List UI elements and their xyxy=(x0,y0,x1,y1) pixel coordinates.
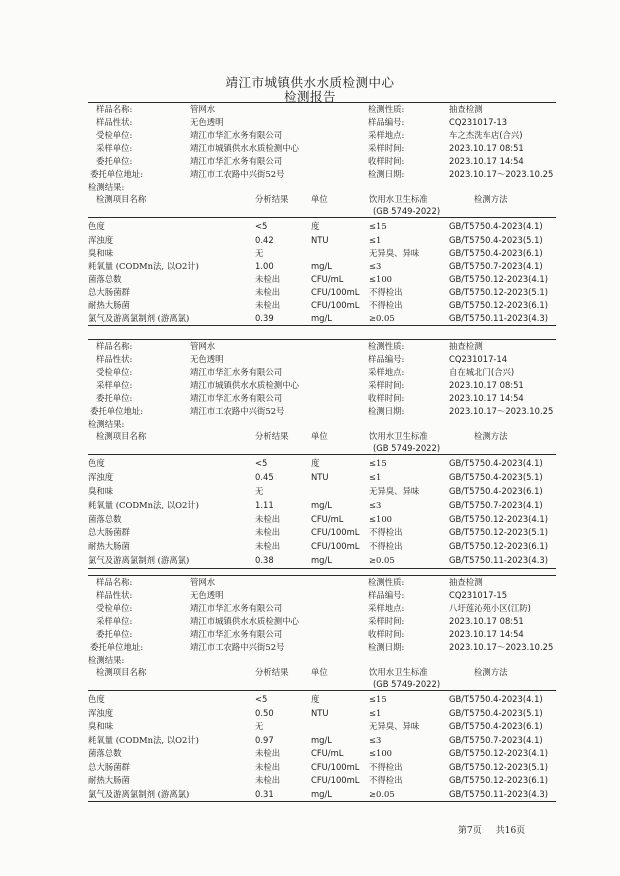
results-label: 检测结果: xyxy=(88,419,125,430)
value-sampling-site: 车之杰洗车店(合兴) xyxy=(449,129,523,140)
item-method: GB/T5750.4-2023(6.1) xyxy=(449,486,543,496)
item-standard: ≥0.05 xyxy=(369,313,395,324)
item-result: 0.45 xyxy=(255,472,274,483)
item-result: 0.42 xyxy=(255,234,274,245)
label-client-address: 委托单位地址: xyxy=(90,641,144,652)
label-test-date: 检测日期: xyxy=(368,405,405,416)
value-client-address: 靖江市工农路中兴街52号 xyxy=(190,641,285,652)
item-result: 未检出 xyxy=(255,300,281,310)
label-sampling-unit: 采样单位: xyxy=(96,379,133,390)
item-standard: ≤1 xyxy=(369,472,382,483)
item-method: GB/T5750.11-2023(4.3) xyxy=(449,788,548,799)
item-result: <5 xyxy=(255,221,268,232)
col-header-std: 饮用水卫生标准 xyxy=(369,667,428,678)
rule-line xyxy=(88,801,556,802)
value-test-date: 2023.10.17～2023.10.25 xyxy=(449,405,554,416)
item-standard: ≤3 xyxy=(369,499,382,510)
item-unit: mg/L xyxy=(311,788,332,799)
label-receive-time: 收样时间: xyxy=(368,628,405,639)
value-sample-prop: 无色透明 xyxy=(190,116,224,127)
item-name: 耐热大肠菌 xyxy=(88,300,130,310)
item-method: GB/T5750.12-2023(5.1) xyxy=(449,761,548,772)
item-name: 耗氧量 (CODMn法, 以O2计) xyxy=(88,499,199,510)
value-client-unit: 靖江市华汇水务有限公司 xyxy=(190,392,283,403)
item-unit: mg/L xyxy=(311,734,332,745)
item-unit: 度 xyxy=(311,458,320,469)
item-method: GB/T5750.12-2023(4.1) xyxy=(449,273,548,284)
item-unit: CFU/100mL xyxy=(311,761,360,772)
value-sample-no: CQ231017-13 xyxy=(449,116,508,127)
col-header-unit: 单位 xyxy=(311,431,328,442)
label-sample-prop: 样品性状: xyxy=(96,353,133,364)
col-header-std-code: (GB 5749-2022) xyxy=(373,206,441,217)
value-client-address: 靖江市工农路中兴街52号 xyxy=(190,168,285,179)
item-method: GB/T5750.4-2023(6.1) xyxy=(449,247,543,258)
label-sample-name: 样品名称: xyxy=(96,341,133,351)
label-test-date: 检测日期: xyxy=(368,641,405,652)
label-sampling-time: 采样时间: xyxy=(368,142,405,153)
item-result: 1.00 xyxy=(255,260,274,271)
item-result: 0.50 xyxy=(255,707,274,718)
item-standard: 不得检出 xyxy=(369,541,403,552)
label-sampling-time: 采样时间: xyxy=(368,379,405,390)
item-name: 臭和味 xyxy=(88,721,114,732)
item-result: 未检出 xyxy=(255,273,281,284)
item-result: 0.38 xyxy=(255,555,274,565)
rule-line xyxy=(88,568,556,569)
item-result: 未检出 xyxy=(255,286,281,297)
item-name: 浑浊度 xyxy=(88,707,114,718)
value-sample-name: 管网水 xyxy=(190,341,216,351)
item-name: 氯气及游离氯制剂 (游离氯) xyxy=(88,313,190,324)
item-unit: CFU/100mL xyxy=(311,527,360,538)
item-method: GB/T5750.11-2023(4.3) xyxy=(449,313,548,324)
item-unit: CFU/100mL xyxy=(311,300,360,310)
item-method: GB/T5750.11-2023(4.3) xyxy=(449,555,548,565)
value-inspected-unit: 靖江市华汇水务有限公司 xyxy=(190,602,283,613)
item-result: 无 xyxy=(255,721,264,732)
item-unit: CFU/100mL xyxy=(311,775,360,786)
value-test-nature: 抽查检测 xyxy=(449,341,483,351)
item-name: 浑浊度 xyxy=(88,234,114,245)
rule-line xyxy=(88,690,556,691)
rule-line xyxy=(88,339,556,340)
item-result: 无 xyxy=(255,486,264,496)
item-method: GB/T5750.7-2023(4.1) xyxy=(449,260,543,271)
item-result: 未检出 xyxy=(255,761,281,772)
label-client-unit: 委托单位: xyxy=(96,155,133,166)
item-standard: ≤15 xyxy=(369,221,387,232)
col-header-unit: 单位 xyxy=(311,194,328,205)
value-sampling-unit: 靖江市城镇供水水质检测中心 xyxy=(190,379,299,390)
rule-line xyxy=(88,575,556,576)
rule-line xyxy=(88,454,556,455)
value-test-date: 2023.10.17～2023.10.25 xyxy=(449,168,554,179)
col-header-item: 检测项目名称 xyxy=(96,194,147,205)
col-header-result: 分析结果 xyxy=(255,667,289,678)
col-header-std-code: (GB 5749-2022) xyxy=(373,443,441,454)
item-standard: 不得检出 xyxy=(369,286,403,297)
value-sample-name: 管网水 xyxy=(190,577,216,587)
item-standard: ≤1 xyxy=(369,707,382,718)
item-unit: mg/L xyxy=(311,499,332,510)
rule-line xyxy=(88,325,556,326)
item-method: GB/T5750.12-2023(5.1) xyxy=(449,286,548,297)
results-label: 检测结果: xyxy=(88,655,125,666)
label-sample-prop: 样品性状: xyxy=(96,116,133,127)
label-sampling-site: 采样地点: xyxy=(368,602,405,613)
label-inspected-unit: 受检单位: xyxy=(96,129,133,140)
label-sample-name: 样品名称: xyxy=(96,104,133,114)
report-title: 检测报告 xyxy=(283,89,336,104)
value-inspected-unit: 靖江市华汇水务有限公司 xyxy=(190,129,283,140)
page-footer xyxy=(458,823,539,836)
item-standard: 不得检出 xyxy=(369,775,403,786)
item-name: 氯气及游离氯制剂 (游离氯) xyxy=(88,788,190,799)
value-receive-time: 2023.10.17 14:54 xyxy=(449,155,524,166)
item-standard: ≤100 xyxy=(369,748,393,759)
label-sample-no: 样品编号: xyxy=(368,589,405,600)
item-name: 菌落总数 xyxy=(88,748,122,759)
label-test-nature: 检测性质: xyxy=(368,104,405,114)
item-method: GB/T5750.12-2023(6.1) xyxy=(449,541,548,552)
item-standard: ≥0.05 xyxy=(369,555,395,565)
label-sampling-site: 采样地点: xyxy=(368,129,405,140)
item-method: GB/T5750.4-2023(4.1) xyxy=(449,694,543,705)
page-number: 第7页 xyxy=(458,826,482,836)
item-unit: CFU/100mL xyxy=(311,286,360,297)
label-sample-no: 样品编号: xyxy=(368,116,405,127)
item-name: 总大肠菌群 xyxy=(88,286,130,297)
item-standard: 无异臭、异味 xyxy=(369,721,420,732)
label-client-address: 委托单位地址: xyxy=(90,405,144,416)
label-sample-name: 样品名称: xyxy=(96,577,133,587)
value-inspected-unit: 靖江市华汇水务有限公司 xyxy=(190,366,283,377)
col-header-result: 分析结果 xyxy=(255,194,289,205)
item-unit: NTU xyxy=(311,234,329,245)
item-name: 臭和味 xyxy=(88,486,114,496)
item-result: 未检出 xyxy=(255,527,281,538)
item-method: GB/T5750.4-2023(4.1) xyxy=(449,221,543,232)
item-name: 总大肠菌群 xyxy=(88,761,130,772)
rule-line xyxy=(88,102,556,103)
value-sample-no: CQ231017-14 xyxy=(449,353,508,364)
label-sample-no: 样品编号: xyxy=(368,353,405,364)
value-sampling-time: 2023.10.17 08:51 xyxy=(449,379,524,390)
item-method: GB/T5750.7-2023(4.1) xyxy=(449,734,543,745)
value-client-unit: 靖江市华汇水务有限公司 xyxy=(190,155,283,166)
item-result: 0.31 xyxy=(255,788,274,799)
results-label: 检测结果: xyxy=(88,182,125,193)
value-sampling-unit: 靖江市城镇供水水质检测中心 xyxy=(190,615,299,626)
item-result: 未检出 xyxy=(255,541,281,552)
col-header-std-code: (GB 5749-2022) xyxy=(373,679,441,690)
item-name: 菌落总数 xyxy=(88,513,122,524)
item-result: 0.39 xyxy=(255,313,274,324)
item-standard: 无异臭、异味 xyxy=(369,247,420,258)
col-header-method: 检测方法 xyxy=(474,667,508,678)
item-standard: ≤1 xyxy=(369,234,382,245)
label-sampling-unit: 采样单位: xyxy=(96,615,133,626)
item-standard: 无异臭、异味 xyxy=(369,486,420,496)
col-header-result: 分析结果 xyxy=(255,431,289,442)
item-standard: ≥0.05 xyxy=(369,788,395,799)
item-standard: 不得检出 xyxy=(369,761,403,772)
item-standard: ≤15 xyxy=(369,694,387,705)
label-sample-prop: 样品性状: xyxy=(96,589,133,600)
item-result: <5 xyxy=(255,694,268,705)
value-test-nature: 抽查检测 xyxy=(449,577,483,587)
item-result: 1.11 xyxy=(255,499,274,510)
item-standard: 不得检出 xyxy=(369,527,403,538)
item-method: GB/T5750.7-2023(4.1) xyxy=(449,499,543,510)
item-method: GB/T5750.4-2023(4.1) xyxy=(449,458,543,469)
label-test-date: 检测日期: xyxy=(368,168,405,179)
value-receive-time: 2023.10.17 14:54 xyxy=(449,628,524,639)
col-header-std: 饮用水卫生标准 xyxy=(369,431,428,442)
value-receive-time: 2023.10.17 14:54 xyxy=(449,392,524,403)
item-method: GB/T5750.4-2023(5.1) xyxy=(449,472,543,483)
col-header-item: 检测项目名称 xyxy=(96,667,147,678)
item-unit: CFU/mL xyxy=(311,273,344,284)
item-result: <5 xyxy=(255,458,268,469)
value-sample-no: CQ231017-15 xyxy=(449,589,508,600)
value-test-nature: 抽查检测 xyxy=(449,104,483,114)
item-result: 未检出 xyxy=(255,775,281,786)
label-client-unit: 委托单位: xyxy=(96,392,133,403)
value-sample-prop: 无色透明 xyxy=(190,353,224,364)
item-result: 0.97 xyxy=(255,734,274,745)
item-method: GB/T5750.12-2023(5.1) xyxy=(449,527,548,538)
item-unit: CFU/mL xyxy=(311,748,344,759)
col-header-unit: 单位 xyxy=(311,667,328,678)
value-sampling-time: 2023.10.17 08:51 xyxy=(449,142,524,153)
col-header-method: 检测方法 xyxy=(474,431,508,442)
item-standard: ≤3 xyxy=(369,260,382,271)
col-header-item: 检测项目名称 xyxy=(96,431,147,442)
item-method: GB/T5750.12-2023(6.1) xyxy=(449,300,548,310)
item-result: 未检出 xyxy=(255,513,281,524)
value-sample-prop: 无色透明 xyxy=(190,589,224,600)
item-result: 无 xyxy=(255,247,264,258)
item-result: 未检出 xyxy=(255,748,281,759)
item-name: 色度 xyxy=(88,458,105,469)
item-unit: CFU/100mL xyxy=(311,541,360,552)
item-name: 耐热大肠菌 xyxy=(88,541,130,552)
item-method: GB/T5750.4-2023(6.1) xyxy=(449,721,543,732)
col-header-std: 饮用水卫生标准 xyxy=(369,194,428,205)
item-standard: ≤100 xyxy=(369,273,393,284)
item-standard: 不得检出 xyxy=(369,300,403,310)
item-name: 耐热大肠菌 xyxy=(88,775,130,786)
value-client-unit: 靖江市华汇水务有限公司 xyxy=(190,628,283,639)
label-test-nature: 检测性质: xyxy=(368,577,405,587)
label-sampling-unit: 采样单位: xyxy=(96,142,133,153)
item-name: 耗氧量 (CODMn法, 以O2计) xyxy=(88,734,199,745)
rule-line xyxy=(88,217,556,218)
value-client-address: 靖江市工农路中兴街52号 xyxy=(190,405,285,416)
item-method: GB/T5750.12-2023(4.1) xyxy=(449,513,548,524)
label-sampling-site: 采样地点: xyxy=(368,366,405,377)
item-unit: NTU xyxy=(311,472,329,483)
label-sampling-time: 采样时间: xyxy=(368,615,405,626)
item-name: 臭和味 xyxy=(88,247,114,258)
label-test-nature: 检测性质: xyxy=(368,341,405,351)
item-unit: mg/L xyxy=(311,555,332,565)
item-unit: CFU/mL xyxy=(311,513,344,524)
label-receive-time: 收样时间: xyxy=(368,155,405,166)
label-inspected-unit: 受检单位: xyxy=(96,602,133,613)
col-header-method: 检测方法 xyxy=(474,194,508,205)
page-total: 共16页 xyxy=(495,826,526,836)
value-sampling-time: 2023.10.17 08:51 xyxy=(449,615,524,626)
item-name: 浑浊度 xyxy=(88,472,114,483)
item-method: GB/T5750.12-2023(4.1) xyxy=(449,748,548,759)
item-name: 耗氧量 (CODMn法, 以O2计) xyxy=(88,260,199,271)
item-unit: 度 xyxy=(311,694,320,705)
item-unit: 度 xyxy=(311,221,320,232)
item-name: 色度 xyxy=(88,221,105,232)
item-name: 色度 xyxy=(88,694,105,705)
item-unit: mg/L xyxy=(311,260,332,271)
label-receive-time: 收样时间: xyxy=(368,392,405,403)
item-standard: ≤15 xyxy=(369,458,387,469)
item-unit: NTU xyxy=(311,707,329,718)
item-standard: ≤100 xyxy=(369,513,393,524)
item-method: GB/T5750.12-2023(6.1) xyxy=(449,775,548,786)
item-method: GB/T5750.4-2023(5.1) xyxy=(449,707,543,718)
value-sampling-site: 自在城北门(合兴) xyxy=(449,366,515,377)
item-name: 菌落总数 xyxy=(88,273,122,284)
label-client-unit: 委托单位: xyxy=(96,628,133,639)
value-sample-name: 管网水 xyxy=(190,104,216,114)
item-name: 总大肠菌群 xyxy=(88,527,130,538)
org-title: 靖江市城镇供水水质检测中心 xyxy=(225,75,395,90)
label-inspected-unit: 受检单位: xyxy=(96,366,133,377)
value-test-date: 2023.10.17～2023.10.25 xyxy=(449,641,554,652)
value-sampling-unit: 靖江市城镇供水水质检测中心 xyxy=(190,142,299,153)
label-client-address: 委托单位地址: xyxy=(90,168,144,179)
item-standard: ≤3 xyxy=(369,734,382,745)
item-unit: mg/L xyxy=(311,313,332,324)
item-name: 氯气及游离氯制剂 (游离氯) xyxy=(88,555,190,565)
item-method: GB/T5750.4-2023(5.1) xyxy=(449,234,543,245)
value-sampling-site: 八圩莲沁苑小区(江防) xyxy=(449,602,531,613)
